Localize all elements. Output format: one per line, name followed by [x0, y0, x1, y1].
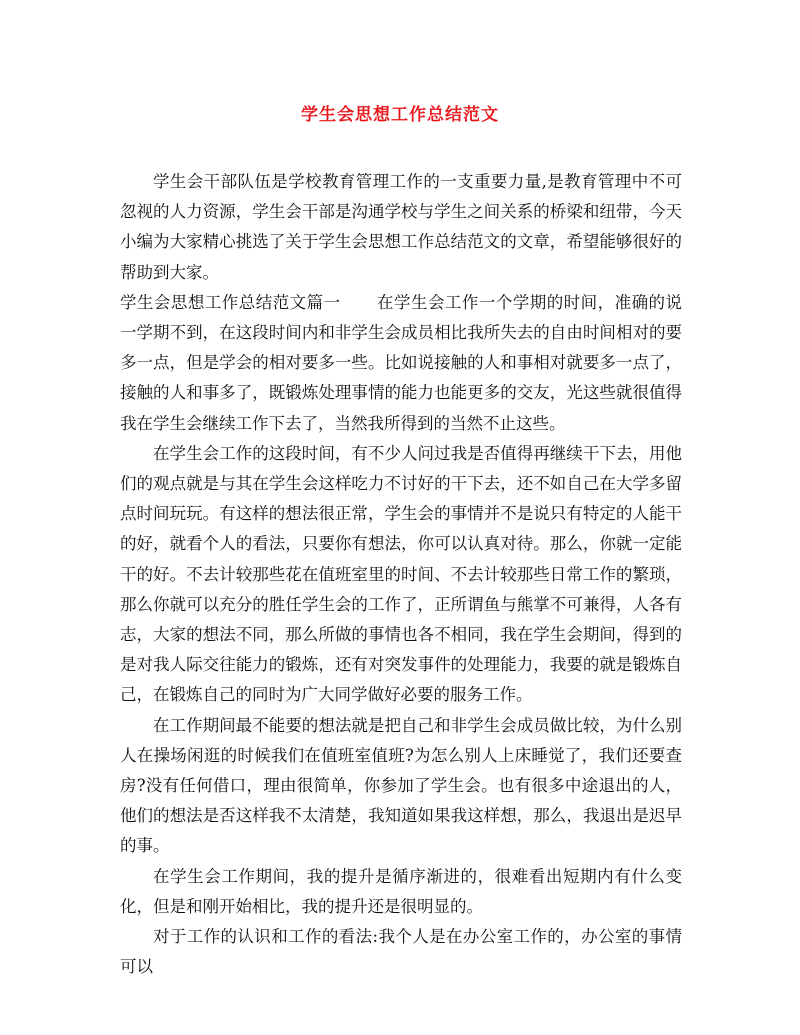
body-paragraph: 在工作期间最不能要的想法就是把自己和非学生会成员做比较，为什么别人在操场闲逛的时候我们在值班室值班?为怎么别人上床睡觉了，我们还要查房?没有任何借口，理由很简单，你参加了学生会。也有很多中途退出的人，他们的想法是否这样我不太清楚，我知道如果我这样想，那么，我退出是迟早的事。 [120, 715, 682, 856]
section-paragraph [120, 288, 682, 439]
body-paragraph: 在学生会工作期间，我的提升是循序渐进的，很难看出短期内有什么变化，但是和刚开始相比，我的提升还是很明显的。 [120, 866, 682, 916]
intro-paragraph: 学生会干部队伍是学校教育管理工作的一支重要力量,是教育管理中不可忽视的人力资源，学生会干部是沟通学校与学生之间关系的桥梁和纽带，今天小编为大家精心挑选了关于学生会思想工作总结范文的文章，希望能够很好的帮助到大家。 [120, 172, 682, 282]
document-body [120, 167, 682, 982]
document-title: 学生会思想工作总结范文 [301, 105, 499, 125]
section-first-text: 在学生会工作一个学期的时间，准确的说一学期不到，在这段时间内和非学生会成员相比我所失去的自由时间相对的要多一点，但是学会的相对要多一些。比如说接触的人和事相对就要多一点了，接触的人和事多了，既锻炼处理事情的能力也能更多的交友，光这些就很值得我在学生会继续工作下去了，当然我所得到的当然不止这些。 [120, 292, 683, 433]
body-paragraph: 在学生会工作的这段时间，有不少人问过我是否值得再继续干下去，用他们的观点就是与其在学生会这样吃力不讨好的干下去，还不如自己在大学多留点时间玩玩。有这样的想法很正常，学生会的事情并不是说只有特定的人能干的好，就看个人的看法，只要你有想法，你可以认真对待。那么，你就一定能干的好。不去计较那些花在值班室里的时间、不去计较那些日常工作的繁琐，那么你就可以充分的胜任学生会的工作了，正所谓鱼与熊掌不可兼得，人各有志，大家的想法不同，那么所做的事情也各不相同，我在学生会期间，得到的是对我人际交往能力的锻炼，还有对突发事件的处理能力，我要的就是锻炼自己，在锻炼自己的同时为广大同学做好必要的服务工作。 [120, 443, 682, 705]
section-heading: 学生会思想工作总结范文篇一 [120, 292, 341, 312]
body-paragraph: 对于工作的认识和工作的看法:我个人是在办公室工作的，办公室的事情可以 [120, 927, 682, 977]
